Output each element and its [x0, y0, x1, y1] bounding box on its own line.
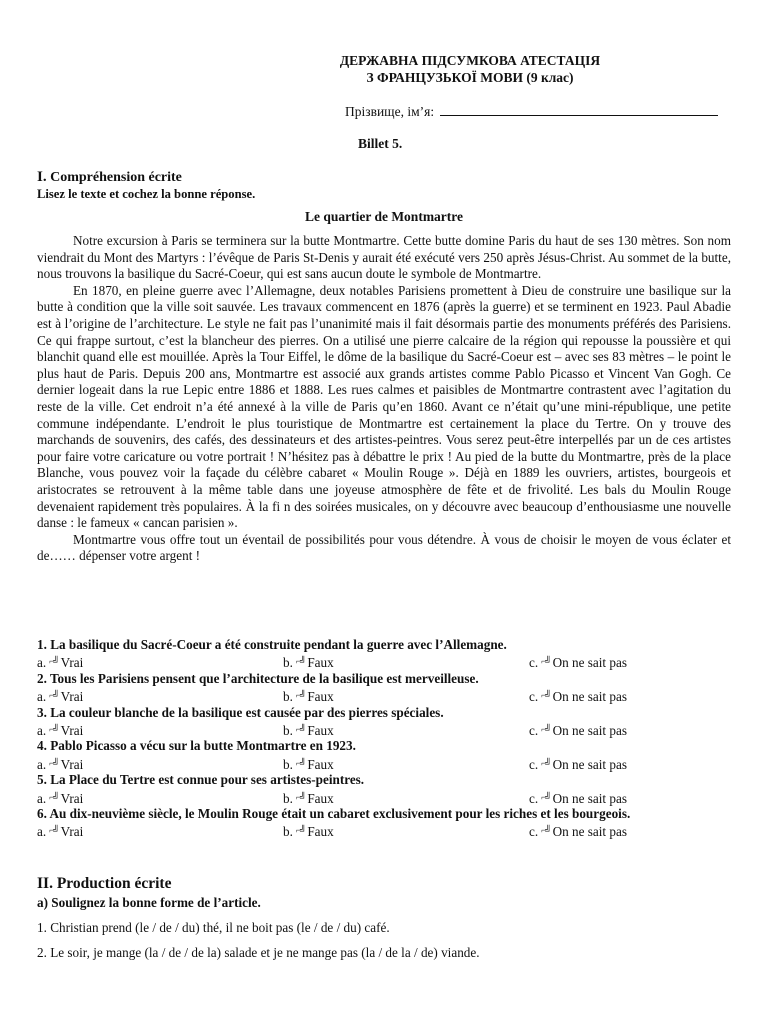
option-vrai[interactable]: a. ⌐╝ Vrai [37, 756, 84, 772]
header-line-2: З ФРАНЦУЗЬКОЇ МОВИ (9 клас) [366, 70, 574, 85]
option-vrai[interactable]: a. ⌐╝ Vrai [37, 790, 84, 806]
option-vrai[interactable]: a. ⌐╝ Vrai [37, 655, 84, 671]
question-item [37, 772, 731, 805]
question-item [37, 806, 731, 839]
option-vrai[interactable]: a. ⌐╝ Vrai [37, 689, 84, 705]
checkbox-icon[interactable]: ⌐╝ [295, 724, 306, 734]
checkbox-icon[interactable]: ⌐╝ [541, 690, 551, 701]
reading-text [37, 233, 731, 565]
checkbox-icon[interactable]: ⌐╝ [49, 757, 59, 768]
option-faux[interactable]: b. ⌐╝ Faux [283, 655, 334, 671]
question-text: 2. Tous les Parisiens pensent que l’architecture de la basilique est merveilleuse. [37, 670, 479, 686]
reading-text-title: Le quartier de Montmartre [304, 209, 464, 224]
name-blank-line[interactable] [440, 103, 718, 116]
option-faux[interactable]: b. ⌐╝ Faux [283, 689, 334, 705]
option-vrai[interactable]: a. ⌐╝ Vrai [37, 824, 84, 840]
checkbox-icon[interactable]: ⌐╝ [49, 724, 59, 734]
option-faux[interactable]: b. ⌐╝ Faux [283, 824, 334, 840]
option-faux[interactable]: b. ⌐╝ Faux [283, 756, 334, 772]
billet-number: Billet 5. [358, 136, 403, 151]
option-on-ne-sait-pas[interactable]: c. ⌐╝ On ne sait pas [529, 723, 627, 738]
option-on-ne-sait-pas[interactable]: c. ⌐╝ On ne sait pas [529, 756, 627, 772]
option-faux[interactable]: b. ⌐╝ Faux [283, 790, 334, 806]
question-text: 1. La basilique du Sacré-Coeur a été construite pendant la guerre avec l’Allemagne. [37, 637, 507, 652]
question-item [37, 738, 731, 771]
answer-options [37, 822, 731, 838]
question-item [37, 637, 731, 670]
option-on-ne-sait-pas[interactable]: c. ⌐╝ On ne sait pas [529, 790, 627, 806]
answer-options [37, 789, 731, 805]
question-text: 6. Au dix-neuvième siècle, le Moulin Rouge était un cabaret exclusivement pour les riches et les bourgeois. [37, 805, 631, 821]
checkbox-icon[interactable]: ⌐╝ [541, 791, 551, 802]
option-on-ne-sait-pas[interactable]: c. ⌐╝ On ne sait pas [529, 655, 627, 671]
paragraph: En 1870, en pleine guerre avec l’Allemagne, deux notables Parisiens promettent à Dieu de construire une basilique sur la butte à condition que la ville soit sauvée. Les travaux commencent en 1876 (après la guerre) et se terminent en 1923. Paul Abadie est à l’origine de l’architecture. Le style ne fait pas l’unanimité mais il fait désormais partie des monuments préférés des Parisiens. Ce qui frappe surtout, c’est la blancheur des pierres. On a utilisé une pierre calcaire de la région qui repousse la poussière et qui blanchit quand elle est mouillée. Après la Tour Eiffel, le dôme de la basilique du Sacré-Coeur est – avec ses 83 mètres – le point le plus haut de Paris. Depuis 200 ans, Montmartre est associé aux grands artistes comme Pablo Picasso et Vincent Van Gogh. Ce dernier logeait dans la rue Lepic entre 1886 et 1888. Les rues calmes et paisibles de Montmartre contrastent avec l’agitation du reste de la ville. Cet endroit n’a été annexé à la ville de Paris qu’en 1860. Avant ce n’était qu’une mini-république, une petite commune indépendante. L’endroit le plus touristique de Montmartre est certainement la place du Tertre. On y trouve des marchands de souvenirs, des cafés, des dessinateurs et des artistes-peintres. Vous serez peut-être interpellés par un de ces artistes pour faire votre caricature ou votre portrait ! N’hésitez pas à débattre le prix ! Au pied de la butte du Montmartre, près de la place Blanche, vous pouvez voir la façade du célèbre cabaret « Moulin Rouge ». Déjà en 1889 les ouvriers, artistes, bourgeois et aristocrates se retrouvent à la même table dans une joyeuse atmosphère de fête et de frivolité. Les bals du Moulin Rouge devenaient rapidement très populaires. À la fi n des soirées musicales, on y découvre avec beaucoup d’enthousiasme une nouvelle danse : le fameux « cancan parisien ». [37, 282, 731, 531]
section-1-title: I. Compréhension écrite [37, 169, 182, 185]
option-on-ne-sait-pas[interactable]: c. ⌐╝ On ne sait pas [529, 689, 627, 705]
question-item [37, 671, 731, 704]
name-label: Прізвище, ім’я: [345, 104, 435, 119]
checkbox-icon[interactable]: ⌐╝ [49, 690, 59, 701]
checkbox-icon[interactable]: ⌐╝ [541, 656, 551, 667]
paragraph: Montmartre vous offre tout un éventail de possibilités pour vous détendre. À vous de choisir le moyen de vous éclater et de…… dépenser votre argent ! [37, 531, 731, 564]
question-list [37, 637, 731, 840]
checkbox-icon[interactable]: ⌐╝ [541, 757, 551, 768]
checkbox-icon[interactable]: ⌐╝ [541, 825, 551, 836]
question-item [37, 705, 731, 738]
answer-options [37, 653, 731, 669]
checkbox-icon[interactable]: ⌐╝ [49, 791, 59, 802]
checkbox-icon[interactable]: ⌐╝ [295, 656, 306, 667]
checkbox-icon[interactable]: ⌐╝ [541, 724, 551, 734]
answer-options [37, 721, 731, 737]
option-on-ne-sait-pas[interactable]: c. ⌐╝ On ne sait pas [529, 824, 627, 840]
question-text: 3. La couleur blanche de la basilique est causée par des pierres spéciales. [37, 704, 444, 720]
section-2-title: II. Production écrite [37, 875, 172, 892]
option-vrai[interactable]: a. ⌐╝ Vrai [37, 723, 84, 738]
header-line-1: ДЕРЖАВНА ПІДСУМКОВА АТЕСТАЦІЯ [339, 53, 601, 68]
exam-header [300, 52, 640, 86]
question-text: 4. Pablo Picasso a vécu sur la butte Montmartre en 1923. [37, 738, 356, 754]
checkbox-icon[interactable]: ⌐╝ [49, 656, 59, 667]
section-2-subtitle: a) Soulignez la bonne forme de l’article. [37, 895, 261, 910]
name-field [345, 103, 718, 121]
exercise-item: 2. Le soir, je mange (la / de / de la) salade et je ne mange pas (la / de la / de) viande. [37, 945, 480, 960]
exercise-item: 1. Christian prend (le / de / du) thé, il ne boit pas (le / de / du) café. [37, 920, 390, 935]
checkbox-icon[interactable]: ⌐╝ [49, 825, 59, 836]
question-text: 5. La Place du Tertre est connue pour ses artistes-peintres. [37, 772, 365, 788]
option-faux[interactable]: b. ⌐╝ Faux [283, 723, 334, 738]
checkbox-icon[interactable]: ⌐╝ [295, 690, 306, 701]
checkbox-icon[interactable]: ⌐╝ [295, 791, 306, 802]
answer-options [37, 755, 731, 771]
section-1-instruction: Lisez le texte et cochez la bonne réponse. [37, 187, 256, 201]
checkbox-icon[interactable]: ⌐╝ [295, 757, 306, 768]
paragraph: Notre excursion à Paris se terminera sur la butte Montmartre. Cette butte domine Paris du haut de ses 130 mètres. Son nom viendrait du Mont des Martyrs : l’évêque de Paris St-Denis y aurait été exécuté vers 250 après Jésus-Christ. Au sommet de la butte, nous trouvons la basilique du Sacré-Coeur, qui est sans aucun doute le symbole de Montmartre. [37, 233, 731, 282]
answer-options [37, 687, 731, 703]
checkbox-icon[interactable]: ⌐╝ [295, 825, 306, 836]
